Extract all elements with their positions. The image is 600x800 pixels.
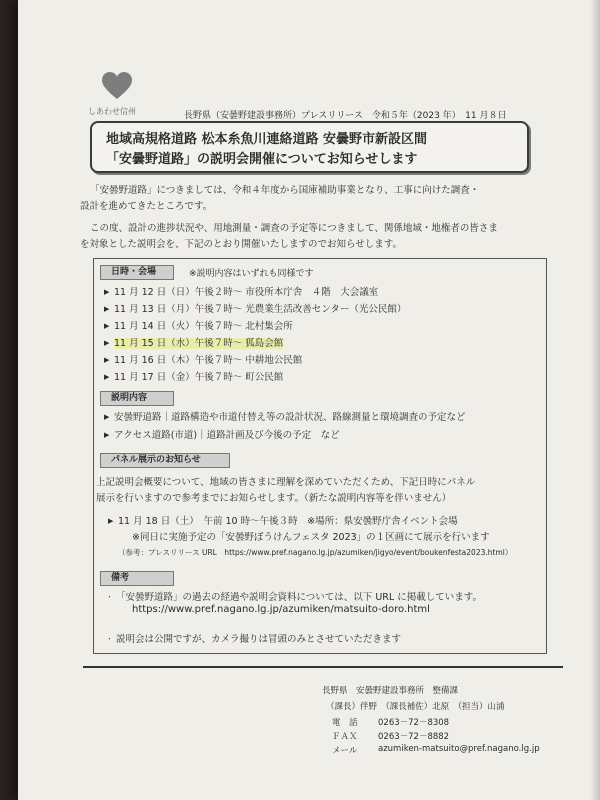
contact-mail-label: メール bbox=[332, 746, 358, 756]
panel-note: ※同日に実施予定の「安曇野ぼうけんフェスタ 2023」の１区画にて展示を行います bbox=[132, 532, 490, 543]
schedule-item: ▶ 11 月 17 日（金）午後７時～ 町公民館 bbox=[104, 372, 284, 383]
panel-text-line1: 上記説明会概要について、地域の皆さまに理解を深めていただくため、下記日時にパネル bbox=[96, 477, 476, 488]
schedule-item-highlighted: ▶ 11 月 15 日（水）午後７時～ 狐島会館 bbox=[104, 338, 284, 349]
panel-text-line2: 展示を行いますので参考までにお知らせします。（新たな説明内容等を伴いません） bbox=[96, 493, 452, 504]
contact-mail[interactable]: azumiken-matsuito@pref.nagano.lg.jp bbox=[378, 744, 540, 754]
contact-phone-label: 電 話 bbox=[332, 718, 358, 728]
title-line-2: 「安曇野道路」の説明会開催についてお知らせします bbox=[106, 152, 418, 167]
contents-item: ▶ 安曇野道路｜道路構造や市道付替え等の設計状況、路線測量と環境調査の予定など bbox=[104, 412, 466, 423]
heart-icon bbox=[102, 72, 132, 100]
page-edge-shadow bbox=[590, 0, 600, 800]
intro-p1-line1: 「安曇野道路」につきましては、令和４年度から国庫補助事業となり、工事に向けた調査・ bbox=[90, 185, 480, 196]
contents-label: 説明内容 bbox=[100, 391, 174, 406]
title-box bbox=[90, 121, 529, 173]
contact-phone[interactable]: 0263－72－8308 bbox=[378, 718, 450, 728]
logo-tagline: しあわせ信州 bbox=[88, 107, 136, 116]
remarks-bullet-2: ・ 説明会は公開ですが、カメラ撮りは冒頭のみとさせていただきます bbox=[106, 634, 402, 645]
remarks-bullet-1: ・ 「安曇野道路」の過去の経過や説明会資料については、以下 URL に掲載しています。 bbox=[106, 592, 482, 603]
title-line-1: 地域高規格道路 松本糸魚川連絡道路 安曇野市新設区間 bbox=[106, 132, 428, 147]
contact-fax: 0263－72－8882 bbox=[378, 732, 450, 742]
remarks-label: 備考 bbox=[100, 571, 174, 586]
panel-reference-url[interactable]: （参考：プレスリリース URL https://www.pref.nagano.lg.jp/azumiken/jigyo/event/boukenfesta2023.html） bbox=[118, 548, 513, 557]
contact-staff: （課長）伴野 （課長補佐）北原 （担当）山浦 bbox=[326, 702, 505, 712]
contents-item: ▶ アクセス道路(市道)｜道路計画及び今後の予定 など bbox=[104, 430, 340, 441]
schedule-item: ▶ 11 月 14 日（火）午後７時～ 北村集会所 bbox=[104, 321, 293, 332]
schedule-note: ※説明内容はいずれも同様です bbox=[189, 269, 314, 279]
remarks-url[interactable]: https://www.pref.nagano.lg.jp/azumiken/matsuito-doro.html bbox=[132, 604, 430, 615]
footer-divider bbox=[83, 666, 563, 668]
panel-label: パネル展示のお知らせ bbox=[100, 453, 230, 468]
panel-date: ▶ 11 月 18 日（土） 午前 10 時～午後３時 ※場所：県安曇野庁舎イベント会場 bbox=[108, 516, 458, 527]
contact-fax-label: ＦＡＸ bbox=[332, 732, 358, 742]
schedule-item: ▶ 11 月 13 日（月）午後７時～ 光農業生活改善センター（光公民館） bbox=[104, 304, 407, 315]
release-line: 長野県（安曇野建設事務所）プレスリリース 令和５年（2023 年） 11 月８日 bbox=[184, 111, 507, 121]
intro-p2-line2: を対象とした説明会を、下記のとおり開催いたしますのでお知らせします。 bbox=[80, 239, 402, 250]
schedule-item: ▶ 11 月 12 日（日）午後２時～ 市役所本庁舎 ４階 大会議室 bbox=[104, 287, 379, 298]
details-section bbox=[93, 258, 547, 654]
contact-block bbox=[322, 678, 564, 766]
intro-p2-line1: この度、設計の進捗状況や、用地測量・調査の予定等につきまして、関係地域・地権者の皆さま bbox=[90, 223, 498, 234]
contact-office: 長野県 安曇野建設事務所 整備課 bbox=[322, 686, 459, 696]
schedule-item: ▶ 11 月 16 日（木）午後７時～ 中耕地公民館 bbox=[104, 355, 303, 366]
schedule-label: 日時・会場 bbox=[100, 265, 174, 280]
press-release-page bbox=[18, 0, 600, 800]
intro-p1-line2: 設計を進めてきたところです。 bbox=[80, 201, 213, 212]
